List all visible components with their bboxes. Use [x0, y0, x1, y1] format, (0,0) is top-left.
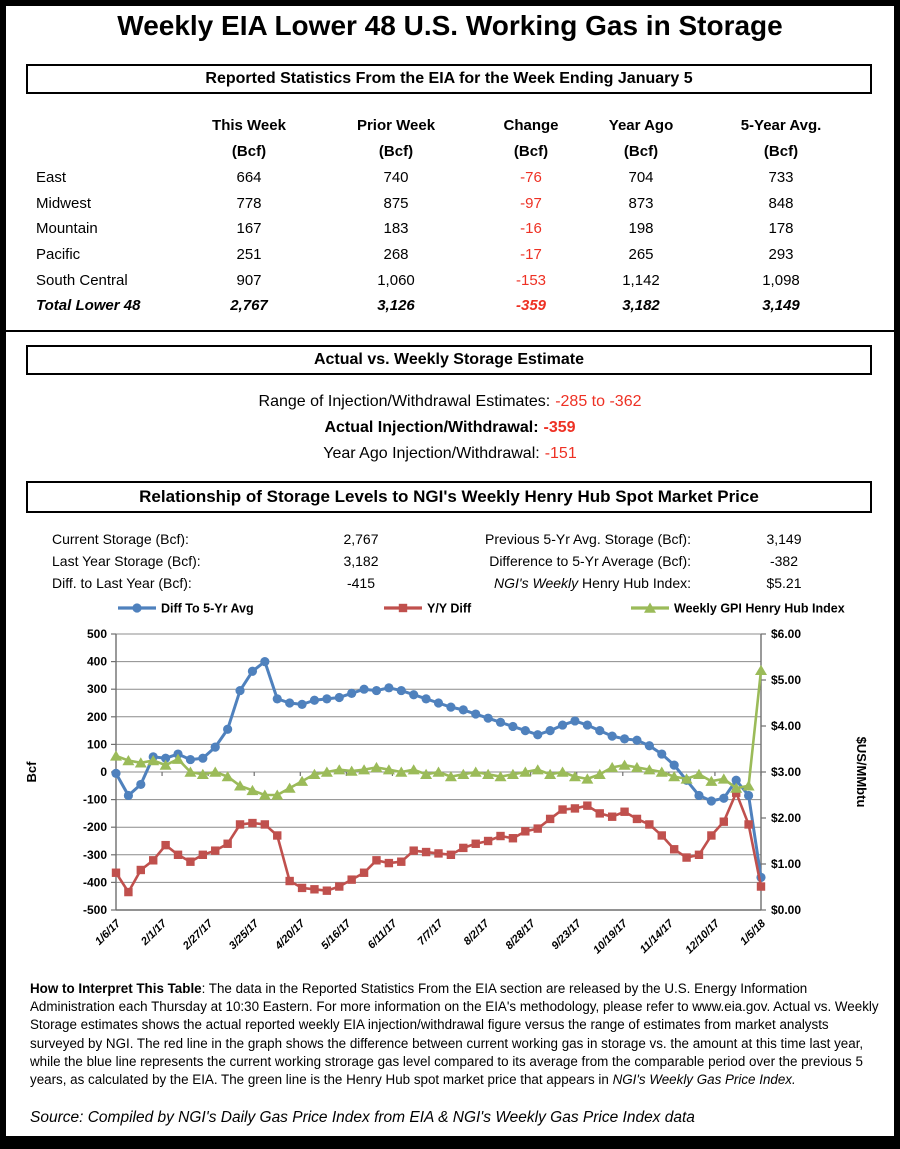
svg-text:3/25/17: 3/25/17	[226, 917, 262, 953]
svg-text:2/1/17: 2/1/17	[139, 917, 170, 948]
stat-row: Diff. to Last Year (Bcf): -415	[52, 575, 376, 591]
svg-text:1/5/18: 1/5/18	[738, 917, 769, 948]
svg-text:$4.00: $4.00	[771, 719, 802, 733]
estimate-actual-value: -359	[543, 419, 576, 436]
svg-text:-100: -100	[82, 792, 107, 807]
table-row-total: Total Lower 48 2,767 3,126 -359 3,182 3,149	[30, 293, 873, 319]
table-row: Midwest 778 875 -97 873 848	[30, 191, 873, 217]
svg-text:Diff To 5-Yr Avg: Diff To 5-Yr Avg	[161, 601, 254, 616]
series-y-y-diff	[112, 789, 765, 897]
table-row: South Central 907 1,060 -153 1,142 1,098	[30, 267, 873, 293]
svg-text:8/28/17: 8/28/17	[503, 917, 538, 953]
svg-text:300: 300	[86, 682, 107, 697]
table-row: Mountain 167 183 -16 198 178	[30, 216, 873, 242]
svg-text:9/23/17: 9/23/17	[549, 917, 584, 953]
estimate-range-value: -285 to -362	[555, 393, 642, 410]
footer-italic-tail: NGI's Weekly Gas Price Index.	[612, 1072, 796, 1088]
relationship-section-header: Relationship of Storage Levels to NGI's Weekly Henry Hub Spot Market Price	[26, 481, 872, 513]
col-year-ago: Year Ago (Bcf)	[608, 117, 674, 160]
region-label: South Central	[36, 271, 128, 289]
svg-text:-300: -300	[82, 847, 107, 862]
svg-text:500: 500	[86, 627, 107, 641]
svg-text:Bcf: Bcf	[24, 761, 39, 783]
svg-text:10/19/17: 10/19/17	[591, 917, 630, 957]
col-5-year-avg: 5-Year Avg. (Bcf)	[740, 117, 822, 160]
storage-stats-left	[30, 528, 430, 594]
svg-text:400: 400	[86, 654, 107, 669]
svg-text:$US/MMbtu: $US/MMbtu	[854, 736, 869, 808]
svg-text:$2.00: $2.00	[771, 811, 802, 825]
svg-text:-500: -500	[82, 903, 107, 917]
col-change: Change (Bcf)	[503, 117, 559, 160]
series-weekly-gpi-henry-hub-index	[110, 665, 767, 800]
svg-text:$1.00: $1.00	[771, 857, 802, 871]
how-to-interpret-paragraph	[30, 980, 884, 1089]
svg-text:$6.00: $6.00	[771, 627, 802, 641]
svg-text:0: 0	[100, 765, 107, 779]
table-header-row	[30, 113, 873, 165]
svg-text:-400: -400	[82, 875, 107, 890]
stat-row: Current Storage (Bcf): 2,767	[52, 531, 379, 547]
stat-row: Previous 5-Yr Avg. Storage (Bcf): 3,149	[485, 531, 802, 547]
svg-text:Weekly GPI Henry Hub Index: Weekly GPI Henry Hub Index	[674, 601, 845, 616]
stat-row: NGI's Weekly Henry Hub Index: $5.21	[494, 575, 802, 591]
svg-text:7/7/17: 7/7/17	[415, 917, 446, 948]
section-divider	[6, 330, 894, 332]
svg-text:4/20/17: 4/20/17	[272, 917, 308, 953]
estimate-section-header: Actual vs. Weekly Storage Estimate	[26, 345, 872, 375]
region-label: East	[36, 169, 67, 187]
svg-text:$0.00: $0.00	[771, 903, 802, 917]
svg-text:1/6/17: 1/6/17	[93, 917, 124, 948]
table-row: Pacific 251 268 -17 265 293	[30, 242, 873, 268]
svg-text:2/27/17: 2/27/17	[180, 917, 216, 953]
svg-text:8/2/17: 8/2/17	[461, 917, 492, 948]
svg-text:5/16/17: 5/16/17	[319, 917, 354, 953]
stat-row: Difference to 5-Yr Average (Bcf): -382	[489, 553, 799, 569]
region-label: Mountain	[36, 220, 98, 238]
chart-legend	[118, 602, 845, 616]
footer-body: : The data in the Reported Statistics From the EIA section are released by the U.S. Energy Information Administration each Thursday at 10:30 Eastern. For more information on the EIA's methodology, please refer to www.eia.gov. Actual vs. Weekly Storage estimates shows the actual reported weekly EIA injection/withdrawal figure versus the range of estimates from market analysts surveyed by NGI. The red line in the graph shows the difference between current working gas in storage vs. the amount at this time last year, while the blue line represents the current working strorage gas level compared to its average from the comparable period over the previous 5 years, as calculated by the EIA. The green line is the Henry Hub spot market price that appears in	[30, 981, 879, 1088]
source-line: Source: Compiled by NGI's Daily Gas Price Index from EIA & NGI's Weekly Gas Price Index data	[30, 1109, 695, 1126]
col-prior-week: Prior Week (Bcf)	[356, 117, 436, 160]
right-axis	[761, 627, 801, 917]
svg-text:11/14/17: 11/14/17	[637, 917, 676, 956]
region-label: Total Lower 48	[36, 297, 141, 315]
svg-text:6/11/17: 6/11/17	[365, 917, 400, 952]
storage-statistics-table	[30, 113, 873, 319]
estimate-section	[6, 389, 894, 467]
svg-text:200: 200	[86, 709, 107, 724]
estimate-range-line: Range of Injection/Withdrawal Estimates: -285 to -362	[258, 393, 642, 410]
svg-text:12/10/17: 12/10/17	[683, 917, 723, 957]
svg-text:-200: -200	[82, 820, 107, 835]
svg-text:$5.00: $5.00	[771, 673, 802, 687]
stat-row: Last Year Storage (Bcf): 3,182	[52, 553, 379, 569]
footer-bold-prefix: How to Interpret This Table	[30, 981, 202, 996]
svg-text:Y/Y Diff: Y/Y Diff	[427, 601, 472, 616]
svg-text:$3.00: $3.00	[771, 765, 802, 779]
region-label: Pacific	[36, 246, 81, 264]
page-title: Weekly EIA Lower 48 U.S. Working Gas in Storage	[117, 10, 783, 41]
svg-text:100: 100	[86, 737, 107, 752]
estimate-actual-line: Actual Injection/Withdrawal: -359	[324, 419, 576, 436]
storage-price-chart	[6, 595, 900, 980]
estimate-year-ago-line: Year Ago Injection/Withdrawal: -151	[323, 445, 577, 462]
estimate-year-ago-value: -151	[544, 445, 577, 462]
reported-statistics-header: Reported Statistics From the EIA for the Week Ending January 5	[26, 64, 872, 94]
storage-stats-right	[456, 528, 882, 594]
col-this-week: This Week (Bcf)	[212, 117, 286, 160]
region-label: Midwest	[36, 194, 92, 212]
table-row: East 664 740 -76 704 733	[30, 165, 873, 191]
